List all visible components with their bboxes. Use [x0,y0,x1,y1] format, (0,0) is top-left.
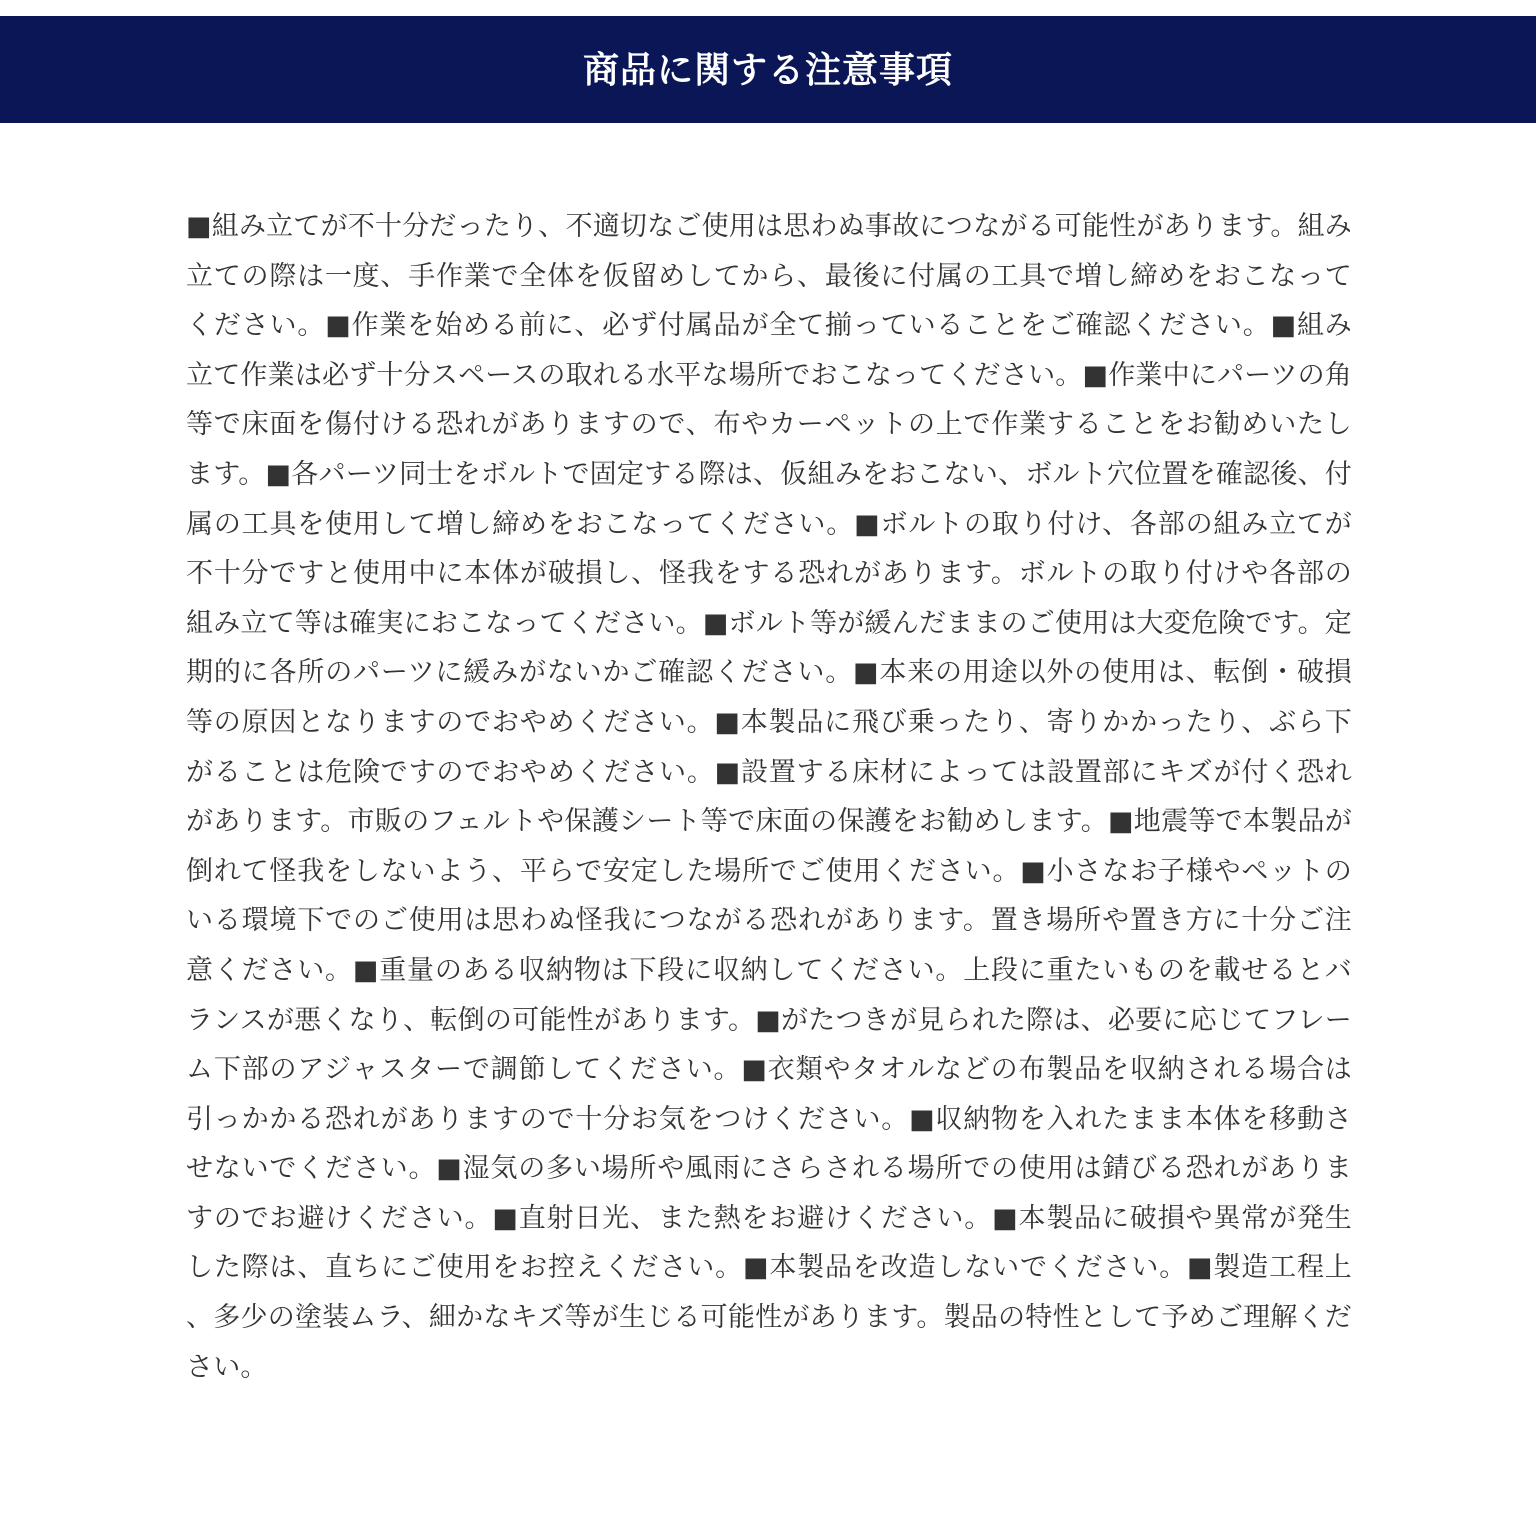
notice-text: ■組み立てが不十分だったり、不適切なご使用は思わぬ事故につながる可能性があります。組み立ての際は一度、手作業で全体を仮留めしてから、最後に付属の工具で増し締めをおこなってください。■作業を始める前に、必ず付属品が全て揃っていることをご確認ください。■組み立て作業は必ず十分スペースの取れる水平な場所でおこなってください。■作業中にパーツの角等で床面を傷付ける恐れがありますので、布やカーペットの上で作業することをお勧めいたします。■各パーツ同士をボルトで固定する際は、仮組みをおこない、ボルト穴位置を確認後、付属の工具を使用して増し締めをおこなってください。■ボルトの取り付け、各部の組み立てが不十分ですと使用中に本体が破損し、怪我をする恐れがあります。ボルトの取り付けや各部の組み立て等は確実におこなってください。■ボルト等が緩んだままのご使用は大変危険です。定期的に各所のパーツに緩みがないかご確認ください。■本来の用途以外の使用は、転倒・破損等の原因となりますのでおやめください。■本製品に飛び乗ったり、寄りかかったり、ぶら下がることは危険ですのでおやめください。■設置する床材によっては設置部にキズが付く恐れがあります。市販のフェルトや保護シート等で床面の保護をお勧めします。■地震等で本製品が倒れて怪我をしないよう、平らで安定した場所でご使用ください。■小さなお子様やペットのいる環境下でのご使用は思わぬ怪我につながる恐れがあります。置き場所や置き方に十分ご注意ください。■重量のある収納物は下段に収納してください。上段に重たいものを載せるとバランスが悪くなり、転倒の可能性があります。■がたつきが見られた際は、必要に応じてフレーム下部のアジャスターで調節してください。■衣類やタオルなどの布製品を収納される場合は引っかかる恐れがありますので十分お気をつけください。■収納物を入れたまま本体を移動させないでください。■湿気の多い場所や風雨にさらされる場所での使用は錆びる恐れがありますのでお避けください。■直射日光、また熱をお避けください。■本製品に破損や異常が発生した際は、直ちにご使用をお控えください。■本製品を改造しないでください。■製造工程上、多少の塗装ムラ、細かなキズ等が生じる可能性があります。製品の特性として予めご理解ください。 [186,211,1352,1383]
header-bar [0,16,1536,123]
page-title: 商品に関する注意事項 [582,50,953,91]
